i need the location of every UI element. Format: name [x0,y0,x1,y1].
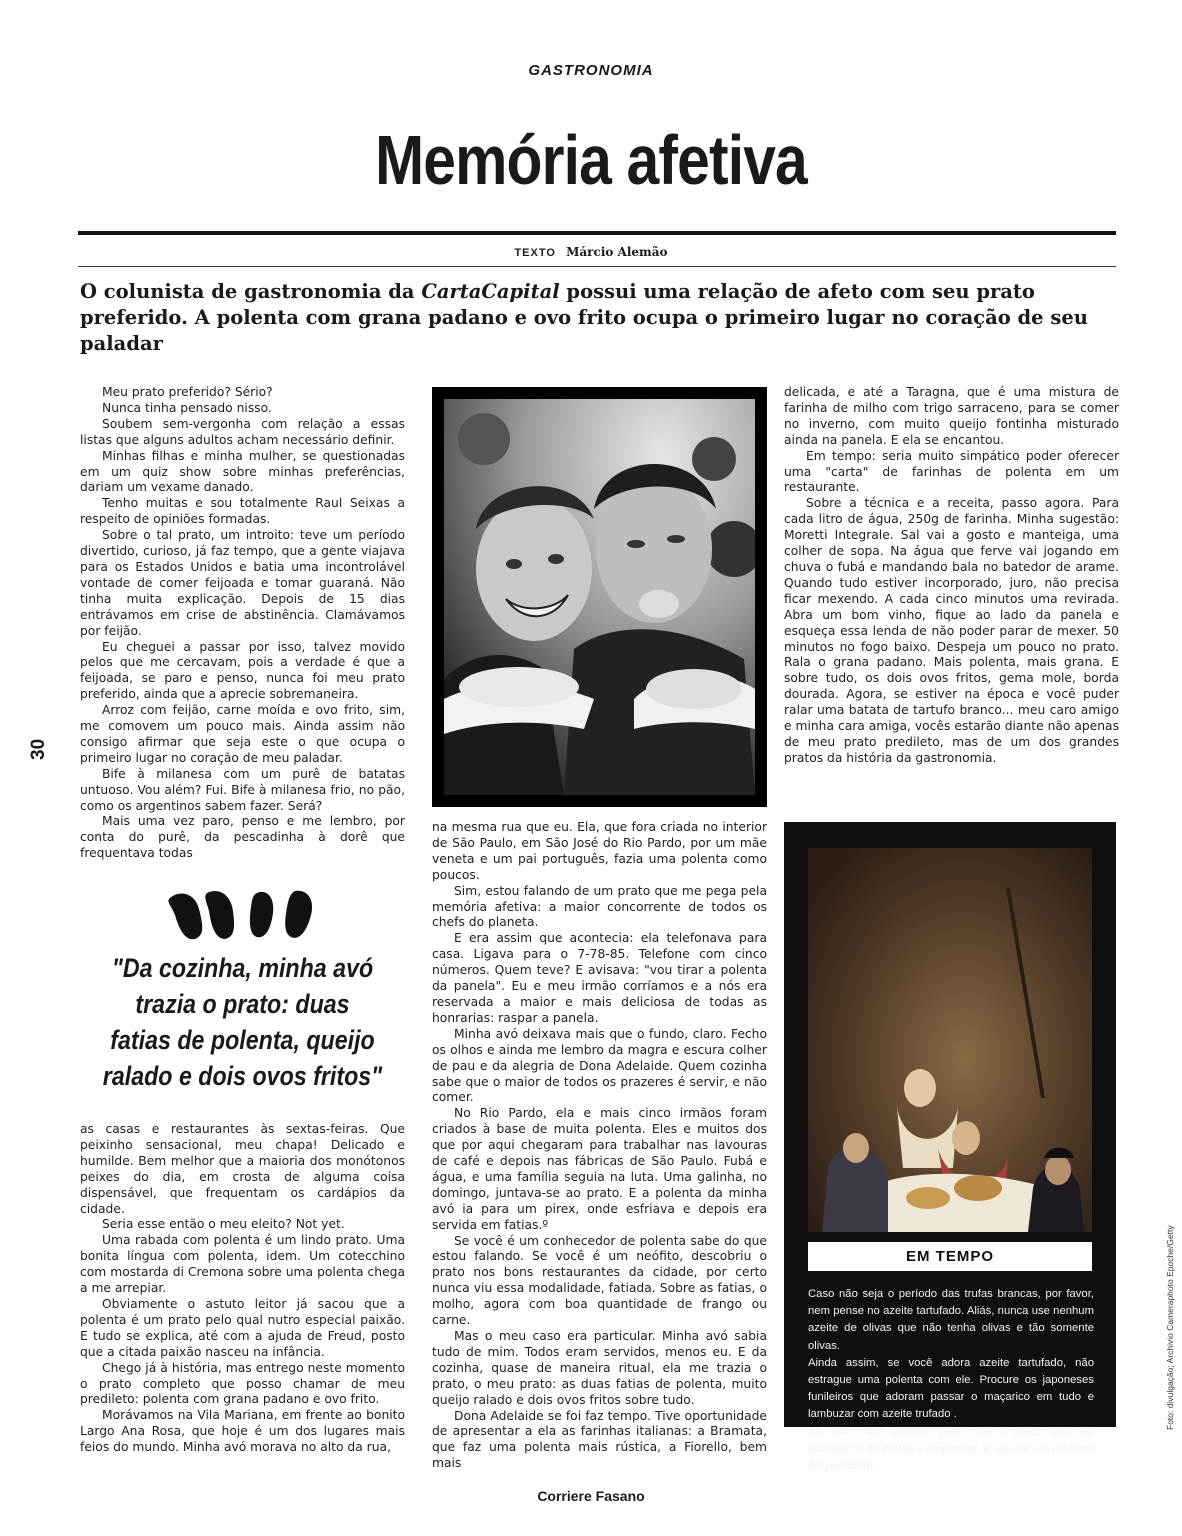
paragraph: Se você é um conhecedor de polenta sabe do que estou falando. Se você é um neófito, descobriu o prato nos bons restaurantes da cidade, por certo nunca viu essa modalidade, fatiada. Sobre as fatias, o molho, agora com boa quantidade de frango ou carne. [432,1233,767,1328]
paragraph: Em tempo: seria muito simpático poder oferecer uma "carta" de farinhas de polenta em um restaurante. [784,448,1119,495]
pull-quote-text: "Da cozinha, minha avó trazia o prato: duas fatias de polenta, queijo ralado e dois ovos fritos" [102,953,383,1091]
paragraph: Minhas filhas e minha mulher, se questionadas em um quiz show sobre minhas preferências, dariam um vexame danado. [80,448,405,495]
sidebar-painting [808,848,1092,1232]
article-photo [432,387,767,807]
sidebar-box [784,822,1116,1473]
column-1-top [80,385,405,862]
paragraph: Mas o meu caso era particular. Minha avó sabia tudo de mim. Todos eram servidos, menos eu. E da cozinha, quase de maneira ritual, ela me trazia o prato, o meu prato: as duas fatias de polenta, muito queijo ralado e dois ovos fritos sobre tudo. [432,1329,767,1407]
deck [80,279,1120,357]
paragraph: as casas e restaurantes às sextas-feiras. Que peixinho sensacional, meu chapa! Delicado e humilde. Bem melhor que a maioria dos monótonos peixes do dia, em crosta de alguma coisa dispensável, que frequentam os cardápios da cidade. [80,1122,405,1216]
paragraph: Uma rabada com polenta é um lindo prato. Uma bonita língua com polenta, idem. Um cotecchino com mostarda di Cremona sobre uma polenta chega a me arrepiar. [80,1233,405,1296]
paragraph: Sim, estou falando de um prato que me pega pela memória afetiva: a maior concorrente de todos os chefs do planeta. [432,883,767,930]
paragraph: Tenho muitas e sou totalmente Raul Seixas a respeito de opiniões formadas. [80,496,405,527]
paragraph: Sobre o tal prato, um introito: teve um período divertido, curioso, já faz tempo, que a gente viajava para os Estados Unidos e batia uma incontrolável vontade de comer feijoada e tomar guaraná. Não tinha muita explicação. Depois de 15 dias entrávamos em crise de abstinência. Clamávamos por feijão. [80,528,405,638]
byline-author: Márcio Alemão [566,245,668,259]
paragraph: Sobre a técnica e a receita, passo agora. Para cada litro de água, 250g de farinha. Minha sugestão: Moretti Integrale. Sal vai a gosto e manteiga, uma colher de sopa. Na água que ferve vai jogando em chuva o fubá e mandando bala no batedor de arame. Quando tudo estiver incorporado, juro, não precisa ficar mexendo. A cada cinco minutos uma revirada. Abra um bom vinho, fique ao lado da panela e esqueça essa lenda de não poder parar de mexer. 50 minutos no fogo baixo. Despeja um pouco no prato. Rala o grana padano. Mais polenta, mais grana. E sobre tudo, os dois ovos fritos, gema mole, borda dourada. Agora, se estiver na época e você puder ralar uma batata de tartufo branco... meu caro amigo e minha cara amiga, vocês estarão diante não apenas de meu prato predileto, mas de um dos grandes pratos da história da gastronomia. [784,496,1119,765]
quote-marks-icon [165,885,325,947]
deck-rule [78,266,1116,267]
paragraph: Arroz com feijão, carne moída e ovo frito, sim, me comovem um pouco mais. Ainda assim não consigo afirmar que seja este o que ocupa o primeiro lugar no coração de meu paladar. [80,703,405,765]
sidebar-heading: EM TEMPO [808,1242,1092,1271]
section-label: GASTRONOMIA [528,62,654,79]
paragraph: E era assim que acontecia: ela telefonava para casa. Ligava para o 7-78-85. Telefone com cinco números. Quem teve? E avisava: "vou tirar a polenta da panela". Eu e meu irmão corríamos e a nós era reservada a maior e mais deliciosa de todas as honrarias: raspar a panela. [432,931,767,1025]
paragraph: Eu cheguei a passar por isso, talvez movido pelos que me cercavam, pois a verdade é que a feijoada, se paro e penso, nunca foi meu prato preferido, ainda que a aprecie sobremaneira. [80,639,405,702]
paragraph: Seria esse então o meu eleito? Not yet. [102,1217,345,1232]
sidebar-paragraph [808,1424,1094,1476]
pull-quote [80,950,405,1094]
paragraph: Nunca tinha pensado nisso. [102,400,272,415]
paragraph: Soubem sem-vergonha com relação a essas listas que alguns adultos acham necessário definir. [80,416,405,447]
column-2 [432,820,767,1472]
paragraph: delicada, e até a Taragna, que é uma mistura de farinha de milho com trigo sarraceno, para se comer no inverno, com muito queijo fontinha misturado ainda na panela. E ela se encantou. [784,385,1119,447]
sidebar-p3-italic: profumo del piemonte [808,1442,1094,1473]
title-rule [78,231,1116,235]
paragraph: Bife à milanesa com um purê de batatas untuoso. Vou além? Fui. Bife à milanesa frio, no pão, como os argentinos sabem fazer. Será? [80,766,405,813]
byline [0,245,1182,259]
column-3 [784,385,1119,767]
photo-credit: Foto: divulgação; Archivio Cameraphoto Epoche/Getty [1165,1225,1175,1430]
paragraph: Chego já à história, mas entrego neste momento o prato completo que posso chamar de meu predileto: polenta com grana padano e ovo frito. [80,1360,405,1407]
deck-suffix: possui uma relação de afeto com seu prato preferido. A polenta com grana padano e ovo frito ocupa o primeiro lugar no coração de seu paladar [80,280,1088,355]
paragraph: No Rio Pardo, ela e mais cinco irmãos foram criados à base de muita polenta. Eles e muitos dos que por aqui chegaram para trabalhar nas lavouras de café e depois nas fábricas de São Paulo. Fubá e água, e uma família seguia na luta. Uma galinha, no domingo, juntava-se ao prato. E a polenta da minha avó ia para um pirex, onde esfriava e depois era servida em fatias.º [432,1106,767,1232]
page-number: 30 [28,738,49,760]
column-1-bottom [80,1122,405,1456]
deck-prefix: O colunista de gastronomia da [80,280,422,303]
paragraph: Meu prato preferido? Sério? [102,385,273,399]
sidebar-paragraph: Caso não seja o período das trufas brancas, por favor, nem pense no azeite tartufado. Aliás, nunca use nenhum azeite de olivas que não tenha olivas e tão somente olivas. [808,1288,1094,1352]
sidebar-p3-prefix: Ah, sim! Você também pode usar o citado óleo em dobradiças de portas e emprestar ao seu lar um [808,1425,1094,1455]
page-title: Memória afetiva [375,121,807,199]
paragraph: Morávamos na Vila Mariana, em frente ao bonito Largo Ana Rosa, que hoje é um dos lugares mais feios do mundo. Minha avó morava no alto da rua, [80,1408,405,1455]
sidebar-paragraph: Ainda assim, se você adora azeite tartufado, não estrague uma polenta com ele. Procure os japoneses funileiros que adoram passar o maçarico em tudo e lambuzar com azeite trufado . [808,1356,1094,1421]
sidebar-p3-suffix: . [872,1460,876,1473]
sidebar-text [808,1286,1094,1475]
paragraph: Minha avó deixava mais que o fundo, claro. Fecho os olhos e ainda me lembro da magra e escura colher de pau e da alegria de Dona Adelaide. Quem cozinha sabe que o maior de todos os prazeres é servir, e não comer. [432,1026,767,1105]
paragraph: na mesma rua que eu. Ela, que fora criada no interior de São Paulo, em São José do Rio Pardo, por um mãe veneta e um pai português, fazia uma polenta como poucos. [432,820,767,882]
paragraph: Mais uma vez paro, penso e me lembro, por conta do purê, da pescadinha à dorê que frequentava todas [80,814,405,861]
footer-title: Corriere Fasano [537,1488,645,1504]
paragraph: Dona Adelaide se foi faz tempo. Tive oportunidade de apresentar a ela as farinhas italianas: a Bramata, que faz uma polenta mais rústica, a Fiorello, bem mais [432,1408,767,1471]
byline-tag: TEXTO [514,247,556,259]
paragraph: Obviamente o astuto leitor já sacou que a polenta é um prato pelo qual nutro especial paixão. E tudo se explica, até com a ajuda de Freud, posto que a citada paixão nasceu na infância. [80,1296,405,1359]
deck-publication: CartaCapital [421,280,560,303]
